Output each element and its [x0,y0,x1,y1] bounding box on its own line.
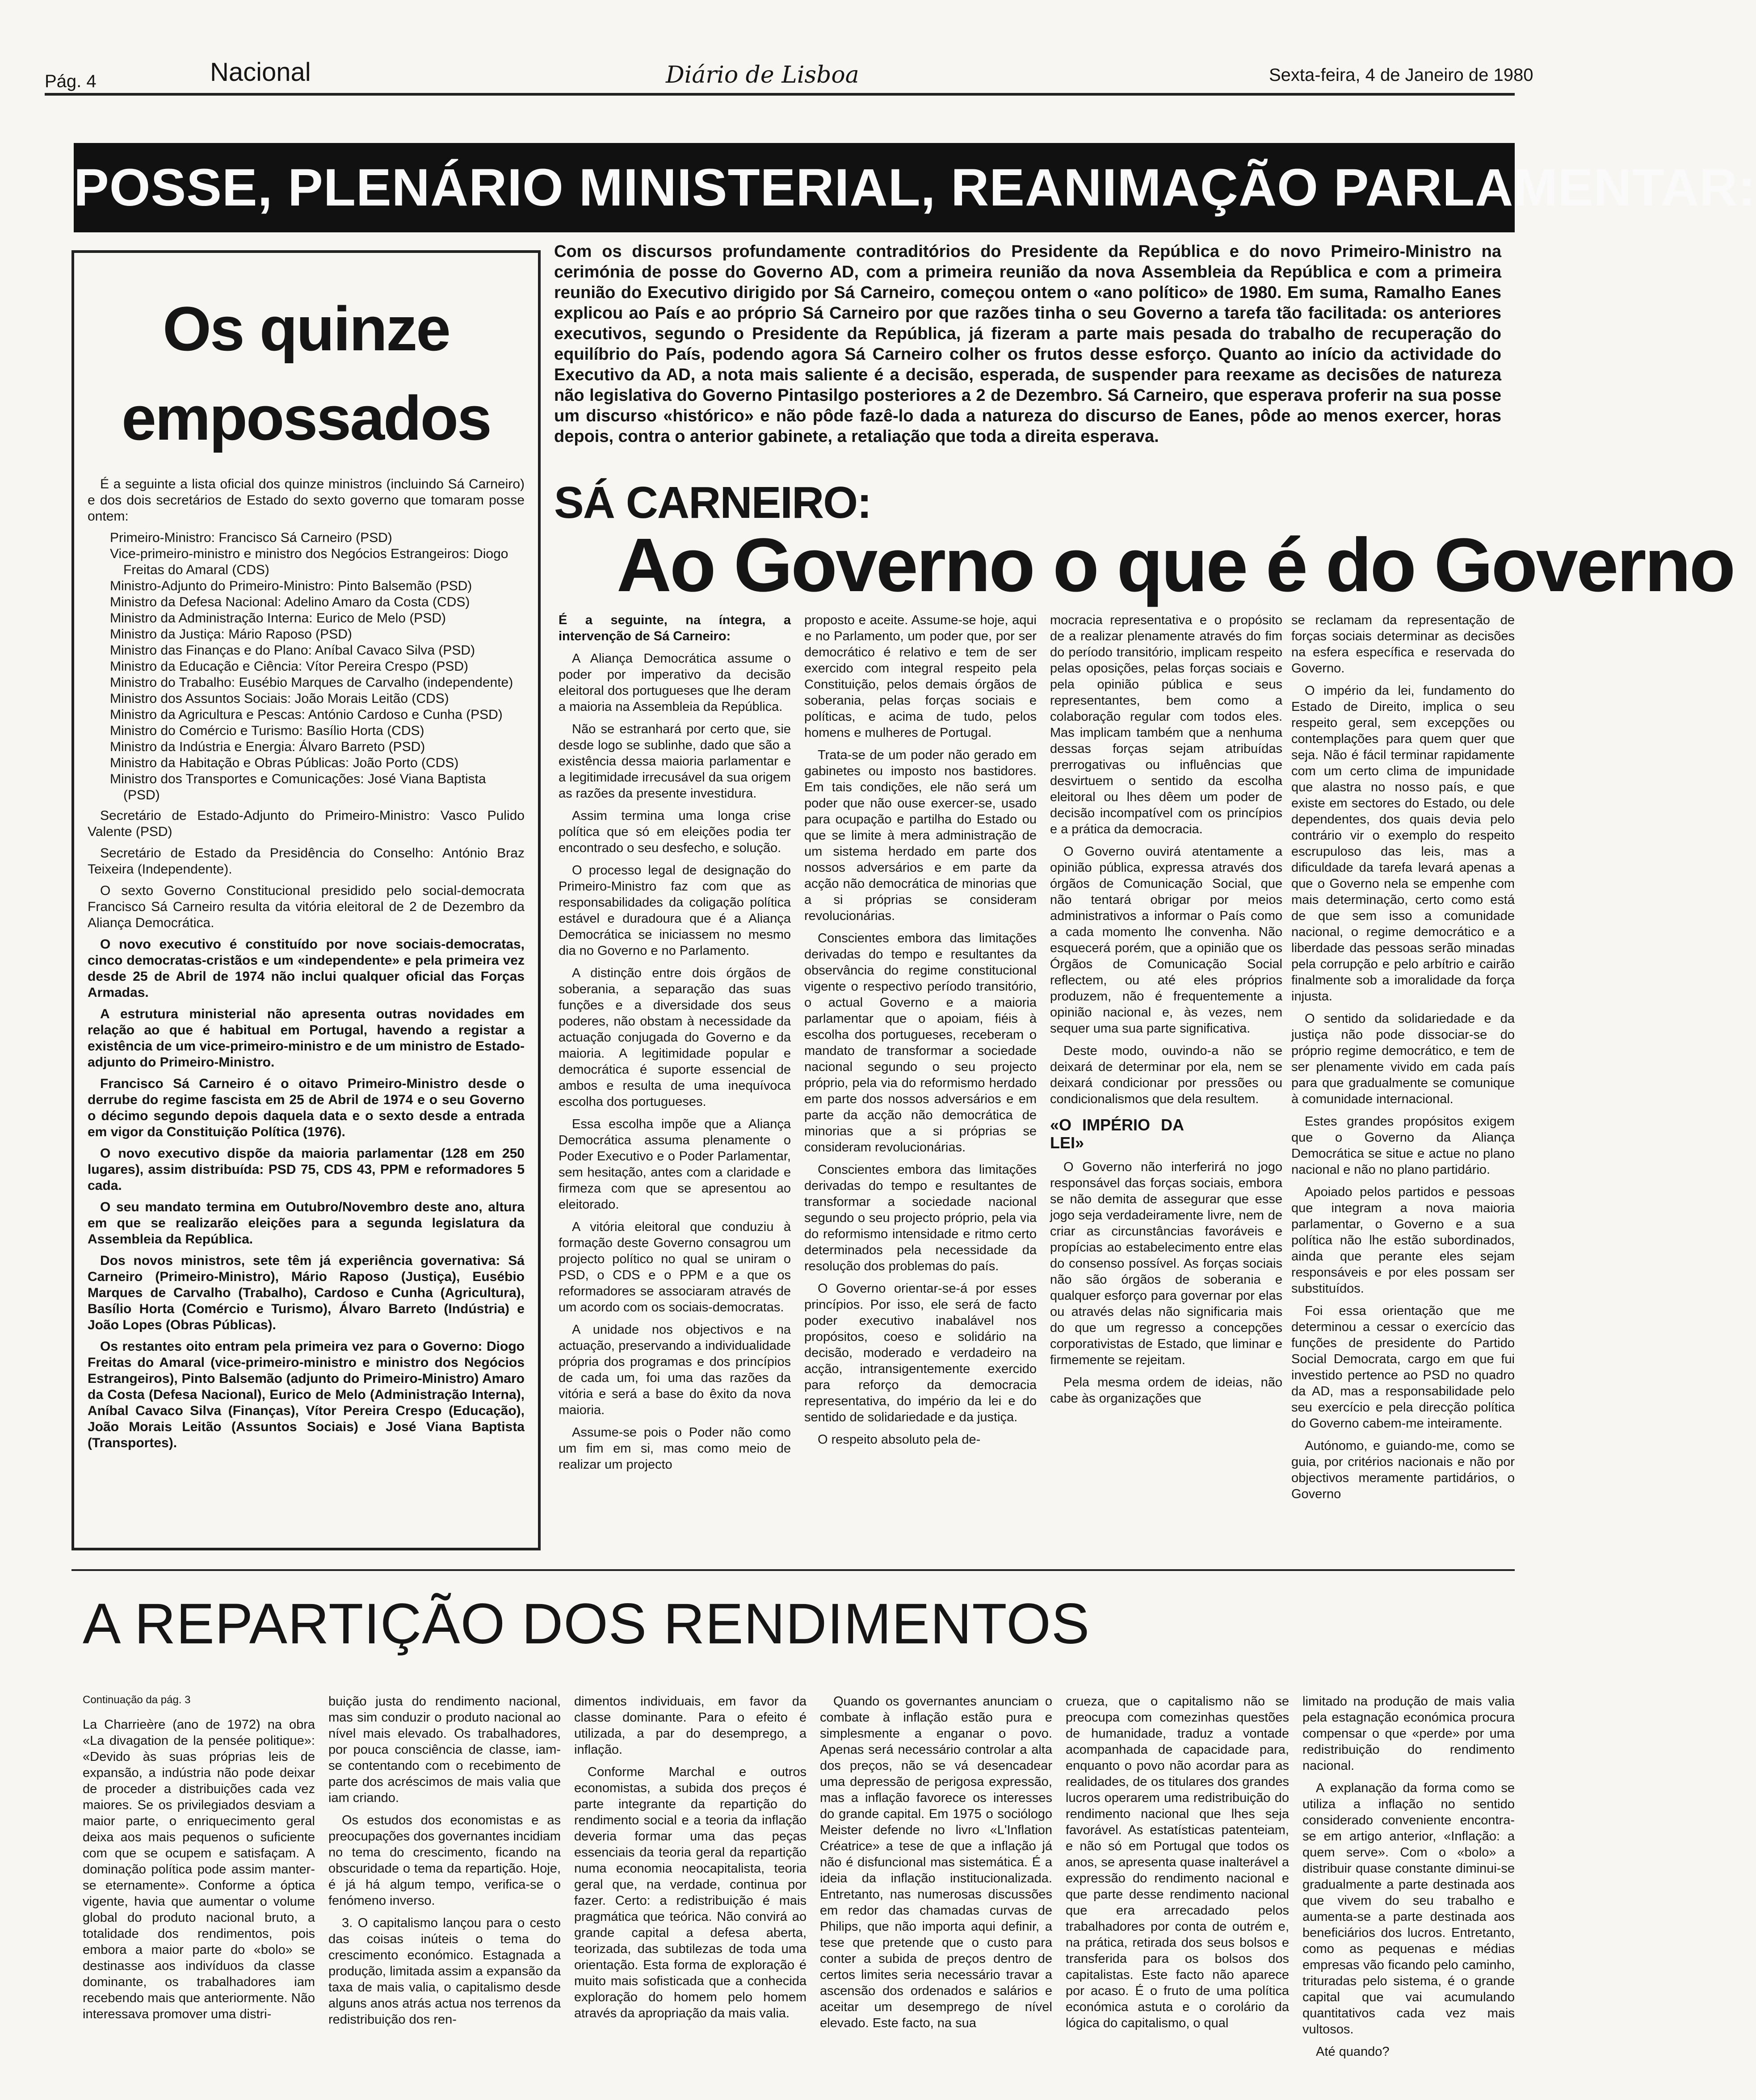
article-paragraph: Conforme Marchal e outros economistas, a subida dos preços é parte integrante da repartição do rendimento social e a teoria da inflação deveria formar uma das peças essenciais da teoria geral da repartição numa economia neocapitalista, teoria geral que, na verdade, continua por fazer. Certo: a redistribuição é mais pragmática que teórica. Não convirá ao grande capital a defesa aberta, teorizada, das subtilezas de toda uma orientação. Esta forma de exploração é muito mais sofisticada que a conhecida exploração do homem pelo homem através da apropriação da mais valia. [574,1765,807,2020]
article-column-1 [559,612,791,1559]
article-paragraph: Estes grandes propósitos exigem que o Governo da Aliança Democrática se situe e actue no plano nacional e não no plano partidário. [1291,1114,1515,1177]
article-paragraph: A distinção entre dois órgãos de soberania, a separação das suas funções e a diversidade dos seus poderes, não obstam à necessidade da actuação conjugada do Governo e da maioria. A legitimidade popular e democrática é suporte essencial de ambos e resulta de uma inequívoca escolha dos portugueses. [559,966,791,1109]
article-paragraph: Não se estranhará por certo que, sie desde logo se sublinhe, dado que são a existência dessa maioria parlamentar e a legitimidade irrecusável da sua origem as razões da presente investidura. [559,722,791,801]
list-item: Vice-primeiro-ministro e ministro dos Negócios Estrangeiros: Diogo Freitas do Amaral (CDS) [110,546,508,577]
article-paragraph: se reclamam da representação de forças sociais determinar as decisões na esfera específica e reservada do Governo. [1291,613,1515,676]
list-item: Ministro do Trabalho: Eusébio Marques de Carvalho (independente) [110,675,513,690]
masthead: Diário de Lisboa [666,62,859,88]
article-paragraph: proposto e aceite. Assume-se hoje, aqui e no Parlamento, um poder que, por ser democrático é relativo e tem de ser exercido com integral respeito pela Constituição, pelos demais órgãos de soberania, pelas forças sociais e políticas, e acima de tudo, pelos homens e mulheres de Portugal. [804,613,1037,740]
article-paragraph: É a seguinte, na íntegra, a intervenção de Sá Carneiro: [559,613,791,643]
list-item: Primeiro-Ministro: Francisco Sá Carneiro (PSD) [110,530,392,545]
ministers-box [71,250,541,1550]
list-item: Ministro do Comércio e Turismo: Basílio Horta (CDS) [110,723,424,738]
list-item: Ministro da Administração Interna: Eurico de Melo (PSD) [110,611,446,626]
article-paragraph: Quando os governantes anunciam o combate à inflação estão pura e simplesmente a enganar o povo. Apenas será necessário controlar a alta dos preços, não se vá desencadear uma depressão de perigosa expressão, mas a inflação favorece os interesses do grande capital. Em 1975 o sociólogo Meister defende no livro «L'Inflation Créatrice» a tese de que a inflação já não é disfuncional mas sistemática. É a ideia da inflação institucionalizada. Entretanto, nas numerosas discussões em redor das chamadas curvas de Philips, que não importa aqui definir, a tese que pretende que o custo para conter a subida de preços dentro de certos limites seria necessário travar a ascensão dos ordenados e salários e aceitar um desemprego de nível elevado. Este facto, na sua [820,1694,1052,2030]
article-column-3 [1050,612,1282,1559]
article-paragraph: A Aliança Democrática assume o poder por imperativo da decisão eleitoral dos portugueses que lhe deram a maioria na Assembleia da República. [559,651,791,714]
secretary-item: Secretário de Estado da Presidência do Conselho: António Braz Teixeira (Independente). [88,846,525,877]
box-paragraph: O novo executivo é constituído por nove sociais-democratas, cinco democratas-cristãos e um «independente» e pela primeira vez desde 25 de Abril de 1974 não inclui qualquer oficial das Forças Armadas. [88,937,525,1000]
article-headline: Ao Governo o que é do Governo [617,523,1734,608]
article-paragraph: Essa escolha impõe que a Aliança Democrática assuma plenamente o Poder Executivo e o Poder Parlamentar, sem hesitação, antes com a claridade e firmeza com que se apresentou ao eleitorado. [559,1117,791,1212]
header-rule [45,93,1515,96]
article-paragraph: O Governo orientar-se-á por esses princípios. Por isso, ele será de facto poder executivo inabalável nos propósitos, coeso e solidário na decisão, moderado e verdadeiro na acção, intransigentemente exercido para reforço da democracia representativa, do império da lei e do sentido de solidariedade e da justiça. [804,1281,1037,1424]
article-paragraph: Pela mesma ordem de ideias, não cabe às organizações que [1050,1375,1282,1406]
bottom-column-4 [820,1693,1052,2096]
box-paragraph: A estrutura ministerial não apresenta outras novidades em relação ao que é habitual em Portugal, havendo a registar a existência de um vice-primeiro-ministro e de um ministro de Estado-adjunto do Primeiro-Ministro. [88,1007,525,1070]
article-paragraph: O sentido da solidariedade e da justiça não pode dissociar-se do próprio regime democrático, e tem de ser plenamente vivido em cada país para que gradualmente se comunique à comunidade internacional. [1291,1012,1515,1106]
article-paragraph: 3. O capitalismo lançou para o cesto das coisas inúteis o tema do crescimento económico. Estagnada a produção, limitada assim a expansão da taxa de mais valia, o capitalismo desde alguns anos atrás actua nos terrenos da redistribuição dos ren- [328,1916,561,2027]
list-item: Ministro dos Assuntos Sociais: João Morais Leitão (CDS) [110,691,449,706]
section-divider [71,1569,1515,1571]
list-item: Ministro da Defesa Nacional: Adelino Amaro da Costa (CDS) [110,595,470,609]
secretary-item: Secretário de Estado-Adjunto do Primeiro-Ministro: Vasco Pulido Valente (PSD) [88,808,525,839]
list-intro: É a seguinte a lista oficial dos quinze ministros (incluindo Sá Carneiro) e dos dois secretários de Estado do sexto governo que tomaram posse ontem: [88,477,525,524]
article-paragraph: Trata-se de um poder não gerado em gabinetes ou imposto nos bastidores. Em tais condições, ele não será um poder que não ouse exercer-se, usado para ocupação e partilha do Estado ou que se limite à mera administração de um sistema herdado em parte dos nossos adversários e em parte da acção não democrática de minorias que a si próprias se consideram revolucionárias. [804,748,1037,923]
box-paragraph: O seu mandato termina em Outubro/Novembro deste ano, altura em que se realizarão eleições para a segunda legislatura da Assembleia da República. [88,1200,525,1247]
list-item: Ministro dos Transportes e Comunicações: José Viana Baptista (PSD) [110,772,486,802]
issue-date: Sexta-feira, 4 de Janeiro de 1980 [1269,65,1533,85]
article-paragraph: Os estudos dos economistas e as preocupações dos governantes incidiam no tema do crescimento, ficando na obscuridade o tema da repartição. Hoje, é já há algum tempo, verifica-se o fenómeno inverso. [328,1813,561,1908]
box-paragraph: O novo executivo dispõe da maioria parlamentar (128 em 250 lugares), assim distribuída: PSD 75, CDS 43, PPM e reformadores 5 cada. [88,1146,525,1193]
bottom-headline: A REPARTIÇÃO DOS RENDIMENTOS [83,1592,1090,1656]
article-paragraph: Foi essa orientação que me determinou a cessar o exercício das funções de presidente do Partido Social Democrata, cargo em que fui investido pertence ao PSD no quadro da AD, mas a responsabilidade pelo seu exercício e pela direcção política do Governo cabem-me inteiramente. [1291,1304,1515,1431]
list-item: Ministro da Habitação e Obras Públicas: João Porto (CDS) [110,756,459,770]
bottom-column-5 [1066,1693,1289,2096]
list-item: Ministro da Educação e Ciência: Vítor Pereira Crespo (PSD) [110,659,469,674]
article-paragraph: buição justa do rendimento nacional, mas sim conduzir o produto nacional ao nível mais elevado. Os trabalhadores, por pouca consciência de classe, iam-se contentando com o recebimento de parte dos acréscimos de mais valia que iam criando. [328,1694,561,1805]
article-column-2 [804,612,1037,1559]
article-paragraph: O respeito absoluto pela de- [818,1432,981,1447]
box-paragraph: Os restantes oito entram pela primeira vez para o Governo: Diogo Freitas do Amaral (vice-primeiro-ministro e ministro dos Negócios Estrangeiros), Pinto Balsemão (adjunto do Primeiro-Ministro) Amaro da Costa (Defesa Nacional), Eurico de Melo (Administração Interna), Aníbal Cavaco Silva (Finanças), Vítor Pereira Crespo (Educação), João Morais Leitão (Assuntos Sociais) e José Viana Baptista (Transportes). [88,1339,525,1450]
article-paragraph: A explanação da forma como se utiliza a inflação no sentido considerado conveniente encontra-se em artigo anterior, «Inflação: a quem serve». Com o «bolo» a distribuir quase constante diminui-se gradualmente a parte destinada aos que vivem do seu trabalho e aumenta-se a parte destinada aos beneficiários dos lucros. Entretanto, como as pequenas e médias empresas vão ficando pelo caminho, trituradas pelo sistema, é o grande capital que vai acumulando quantitativos cada vez mais vultosos. [1302,1781,1515,2037]
box-paragraph: Francisco Sá Carneiro é o oitavo Primeiro-Ministro desde o derrube do regime fascista em 25 de Abril de 1974 e o seu Governo o décimo segundo depois daquela data e o sexto desde a entrada em vigor da Constituição Política (1976). [88,1076,525,1139]
list-item: Ministro da Justiça: Mário Raposo (PSD) [110,627,352,642]
article-column-4 [1291,612,1515,1559]
box-title-line1: Os quinze [163,294,450,364]
banner-headline: POSSE, PLENÁRIO MINISTERIAL, REANIMAÇÃO PARLAMENTAR: [74,143,1515,232]
article-paragraph: mocracia representativa e o propósito de a realizar plenamente através do fim do período transitório, implicam respeito pelas oposições, pelas forças sociais e pela opinião pública e seus representantes, bem como a colaboração regular com todos eles. Mas implicam também que a nenhuma dessas forças sejam atribuídas prerrogativas ou influências que desvirtuem o sentido da escolha eleitoral ou lhes dêem um poder de decisão incompatível com os princípios e a prática da democracia. [1050,613,1282,836]
box-title-line2: empossados [122,383,491,453]
box-paragraph: Dos novos ministros, sete têm já experiência governativa: Sá Carneiro (Primeiro-Ministro), Mário Raposo (Justiça), Eusébio Marques de Carvalho (Trabalho), Cardoso e Cunha (Agricultura), Basílio Horta (Comércio e Turismo), Álvaro Barreto (Indústria) e João Lopes (Obras Públicas). [88,1253,525,1332]
article-paragraph: Assim termina uma longa crise política que só em eleições podia ter encontrado o seu desfecho, e solução. [559,809,791,855]
article-paragraph: A vitória eleitoral que conduziu à formação deste Governo consagrou um projecto político no qual se uniram o PSD, o CDS e o PPM e a que os reformadores se associaram através de um acordo com os sociais-democratas. [559,1220,791,1315]
bottom-column-3 [574,1693,807,2096]
bottom-column-1 [83,1693,315,2096]
continuation-note: Continuação da pág. 3 [83,1694,191,1706]
article-paragraph: limitado na produção de mais valia pela estagnação económica procura compensar o que «perde» por uma redistribuição do rendimento nacional. [1302,1694,1515,1773]
ministers-list-block [88,476,525,1451]
list-item: Ministro-Adjunto do Primeiro-Ministro: Pinto Balsemão (PSD) [110,579,472,593]
list-item: Ministro das Finanças e do Plano: Aníbal Cavaco Silva (PSD) [110,643,475,658]
article-paragraph: O Governo não interferirá no jogo responsável das forças sociais, embora se não demita de assegurar que esse jogo seja verdadeiramente livre, nem de criar as circunstâncias favoráveis e propícias ao estabelecimento entre elas do consenso possível. As forças sociais não são órgãos de soberania e qualquer esforço para governar por elas ou através delas não significaria mais do que um regresso a concepções corporativistas de Estado, que liminar e firmemente se rejeitam. [1050,1160,1282,1367]
ministers-list [88,530,525,803]
subheading: «O IMPÉRIO DA LEI» [1050,1116,1184,1152]
article-paragraph: O império da lei, fundamento do Estado de Direito, implica o seu respeito geral, sem excepções ou contemplações para quem quer que seja. Não é fácil terminar rapidamente com um certo clima de impunidade que alastra no nosso país, e que existe em sectores do Estado, ou dele dependentes, dos quais devia pelo contrário vir o exemplo do respeito escrupuloso das leis, mas a dificuldade da tarefa levará apenas a que o Governo nela se empenhe com mais determinação, certo como está de que sem isso a comunidade nacional, o regime democrático e a liberdade das pessoas serão minadas pela corrupção e pelo arbítrio e cairão finalmente sob a imoralidade da força injusta. [1291,684,1515,1004]
article-paragraph: Assume-se pois o Poder não como um fim em si, mas como meio de realizar um projecto [559,1425,791,1472]
article-paragraph: O processo legal de designação do Primeiro-Ministro faz com que as responsabilidades da coligação política estável e duradoura que é a Aliança Democrática se iniciassem no mesmo dia no Governo e no Parlamento. [559,863,791,958]
lead-paragraph: Com os discursos profundamente contraditórios do Presidente da República e do novo Primeiro-Ministro na cerimónia de posse do Governo AD, com a primeira reunião da nova Assembleia da República e com a primeira reunião do Executivo dirigido por Sá Carneiro, começou ontem o «ano político» de 1980. Em suma, Ramalho Eanes explicou ao País e ao próprio Sá Carneiro por que razões tinha o seu Governo a tarefa tão facilitada: os anteriores executivos, segundo o Presidente da República, já fizeram a parte mais pesada do trabalho de recuperação do equilíbrio do País, podendo agora Sá Carneiro colher os frutos desse esforço. Quanto ao início da actividade do Executivo da AD, a nota mais saliente é a decisão, esperada, de suspender para reexame as decisões de natureza não legislativa do Governo Pintasilgo posteriores a 2 de Dezembro. Sá Carneiro, que esperava proferir na sua posse um discurso «histórico» e não pôde fazê-lo dada a natureza do discurso de Eanes, pôde ao menos exercer, horas depois, contra o anterior gabinete, a retaliação que toda a direita esperava. [554,242,1501,446]
article-paragraph: crueza, que o capitalismo não se preocupa com comezinhas questões de humanidade, traduz a vontade acompanhada de capacidade para, enquanto o povo não acordar para as realidades, de os titulares dos grandes lucros operarem uma redistribuição do rendimento nacional que lhes seja favorável. As estatísticas patenteiam, e não só em Portugal que todos os anos, se apresenta quase inalterável a expressão do rendimento nacional e que parte desse rendimento nacional que era arrecadado pelos trabalhadores por conta de outrém e, na prática, retirada dos seus bolsos e transferida para os bolsos dos capitalistas. Este facto não aparece por acaso. É o fruto de uma política económica astuta e o corolário da lógica do capitalismo, o qual [1066,1694,1289,2030]
kicker: SÁ CARNEIRO: [554,478,871,528]
article-paragraph: La Charrieère (ano de 1972) na obra «La divagation de la pensée politique»: «Devido às suas próprias leis de expansão, a indústria não pode deixar de proceder a distribuições cada vez maiores. Se os privilegiados desviam a maior parte, o enriquecimento geral deixa aos mais pequenos o suficiente com que se ocupem e satisfaçam. A dominação política pode assim manter-se eternamente». Conforme a óptica vigente, havia que aumentar o volume global do produto nacional bruto, a totalidade dos rendimentos, pois embora a maior parte do «bolo» se destinasse aos indivíduos da classe dominante, os trabalhadores iam recebendo mais que anteriormente. Não interessava promover uma distri- [83,1718,315,2021]
section-name: Nacional [210,58,311,87]
list-item: Ministro da Indústria e Energia: Álvaro Barreto (PSD) [110,739,425,754]
article-paragraph: Autónomo, e guiando-me, como se guia, por critérios nacionais e não por objectivos meramente partidários, o Governo [1291,1439,1515,1501]
bottom-column-2 [328,1693,561,2096]
article-paragraph: Conscientes embora das limitações derivadas do tempo e resultantes da observância do regime constitucional vigente o respectivo período transitório, o actual Governo e a maioria parlamentar que o apoiam, fiéis à escolha dos portugueses, receberam o mandato de transformar a sociedade nacional segundo o seu projecto próprio, pela via do reformismo herdado em parte dos nossos adversários e em parte da acção não democrática de minorias que a si próprias se consideram revolucionárias. [804,931,1037,1155]
article-paragraph: dimentos individuais, em favor da classe dominante. Para o efeito é utilizada, a par do desemprego, a inflação. [574,1694,807,1757]
article-paragraph: Até quando? [1316,2045,1390,2059]
box-paragraph: O sexto Governo Constitucional presidido pelo social-democrata Francisco Sá Carneiro resulta da vitória eleitoral de 2 de Dezembro da Aliança Democrática. [88,883,525,930]
article-paragraph: Deste modo, ouvindo-a não se deixará de determinar por ela, nem se deixará condicionar por pressões ou condicionalismos que dela resultem. [1050,1044,1282,1106]
bottom-column-6 [1302,1693,1515,2096]
page-number: Pág. 4 [45,71,97,91]
article-paragraph: O Governo ouvirá atentamente a opinião pública, expressa através dos órgãos de Comunicação Social, que não tentará obrigar por meios administrativos a informar o País como a cada momento lhe convenha. Não esquecerá porém, que a opinião que os Órgãos de Comunicação Social reflectem, ou até eles próprios produzem, não é frequentemente a opinião nacional e, às vezes, nem sequer uma sua parte significativa. [1050,844,1282,1036]
article-paragraph: A unidade nos objectivos e na actuação, preservando a individualidade própria dos programas e dos princípios de cada um, foi uma das razões da vitória e será a base do êxito da nova maioria. [559,1323,791,1417]
list-item: Ministro da Agricultura e Pescas: António Cardoso e Cunha (PSD) [110,707,503,722]
article-paragraph: Conscientes embora das limitações derivadas do tempo e resultantes de transformar a sociedade nacional segundo o seu projecto próprio, pela via do reformismo intensidade e ritmo certo determinados pela necessidade da resolução dos problemas do país. [804,1163,1037,1273]
article-paragraph: Apoiado pelos partidos e pessoas que integram a nova maioria parlamentar, o Governo e a sua política não lhe estão subordinados, ainda que perante eles sejam responsáveis e por eles possam ser substituídos. [1291,1185,1515,1296]
